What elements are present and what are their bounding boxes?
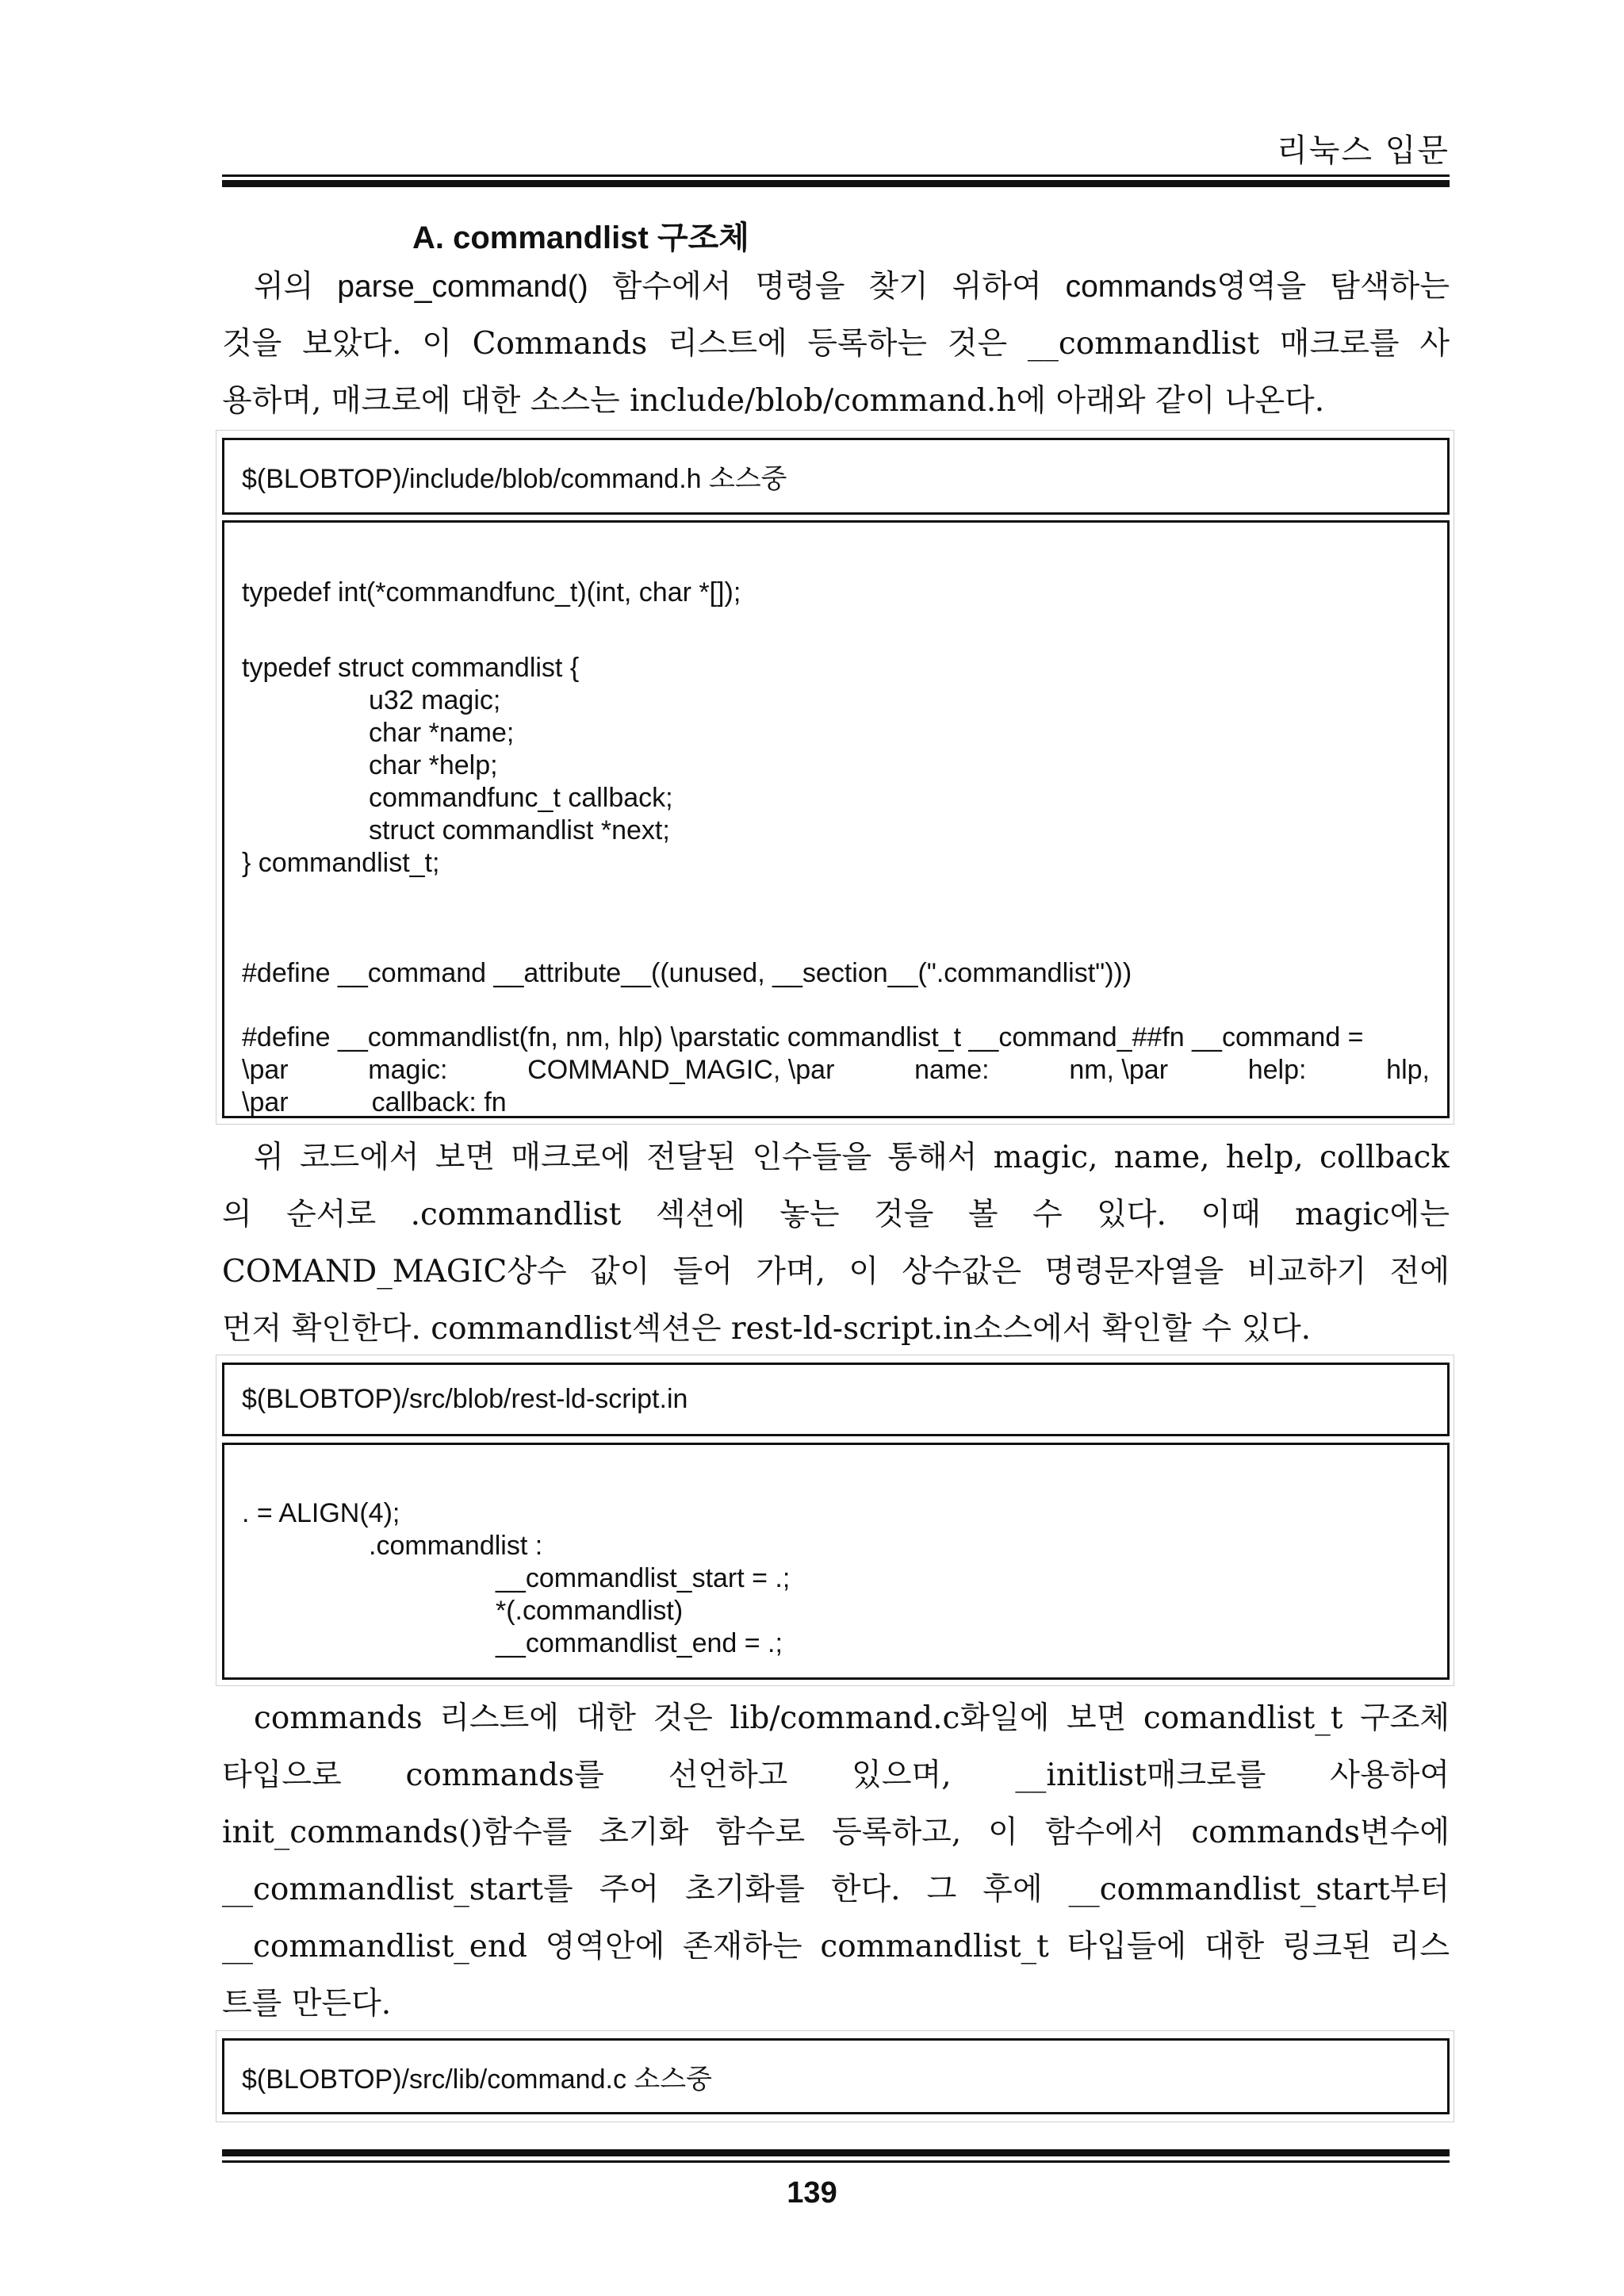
intro-line-2: 것을 보았다. 이 Commands 리스트에 등록하는 것은 __commandlist 매크로를 사 <box>222 326 1450 362</box>
code-line: #define __command __attribute__((unused, __section__(".commandlist"))) <box>242 958 1132 988</box>
listing-2-code <box>222 1443 1450 1680</box>
code-line: #define __commandlist(fn, nm, hlp) \parstatic commandlist_t __command_##fn __command = <box>242 1022 1364 1052</box>
code-line: .commandlist : <box>369 1531 543 1561</box>
middle-line-2: 의 순서로 .commandlist 섹션에 놓는 것을 볼 수 있다. 이때 magic에는 <box>222 1197 1450 1232</box>
code-line: u32 magic; <box>369 685 501 715</box>
closing-line-2: 타입으로 commands를 선언하고 있으며, __initlist매크로를 사용하여 <box>222 1757 1450 1793</box>
middle-line-3: COMAND_MAGIC상수 값이 들어 가며, 이 상수값은 명령문자열을 비교하기 전에 <box>222 1254 1450 1290</box>
footer-rule-thick <box>222 2149 1450 2156</box>
listing-1-code <box>222 520 1450 1118</box>
middle-line-4: 먼저 확인한다. commandlist섹션은 rest-ld-script.in소스에서 확인할 수 있다. <box>222 1311 1312 1347</box>
intro-paragraph <box>222 259 1450 430</box>
listing-1-title: $(BLOBTOP)/include/blob/command.h 소스중 <box>222 438 1450 515</box>
code-line: char *help; <box>369 750 498 780</box>
code-line: typedef struct commandlist { <box>242 653 580 683</box>
closing-line-4: __commandlist_start를 주어 초기화를 한다. 그 후에 __commandlist_start부터 <box>222 1872 1450 1907</box>
page-number: 139 <box>787 2176 837 2210</box>
running-header: 리눅스 입문 <box>1277 132 1450 169</box>
closing-line-3: init_commands()함수를 초기화 함수로 등록하고, 이 함수에서 commands변수에 <box>222 1815 1450 1850</box>
code-line: \par callback: fn <box>242 1087 507 1117</box>
middle-paragraph <box>222 1129 1450 1358</box>
code-line: struct commandlist *next; <box>369 815 670 845</box>
closing-line-6: 트를 만든다. <box>222 1986 392 2022</box>
code-line: typedef int(*commandfunc_t)(int, char *[]); <box>242 577 741 608</box>
code-line: } commandlist_t; <box>242 848 440 878</box>
code-line: *(.commandlist) <box>496 1596 684 1626</box>
closing-line-5: __commandlist_end 영역안에 존재하는 commandlist_t 타입들에 대한 링크된 리스 <box>222 1929 1450 1964</box>
code-line: commandfunc_t callback; <box>369 783 673 813</box>
code-line: . = ALIGN(4); <box>242 1498 400 1528</box>
listing-2-title: $(BLOBTOP)/src/blob/rest-ld-script.in <box>222 1363 1450 1436</box>
intro-line-3: 용하며, 매크로에 대한 소스는 include/blob/command.h에 아래와 같이 나온다. <box>222 383 1325 419</box>
code-line: __commandlist_start = .; <box>496 1563 791 1593</box>
header-rule-thin <box>222 174 1450 177</box>
footer-rule-thin <box>222 2160 1450 2163</box>
code-line: \par magic: COMMAND_MAGIC, \par name: nm, \par help: hlp, <box>242 1055 1430 1085</box>
intro-line-1: 위의 parse_command() 함수에서 명령을 찾기 위하여 commands영역을 탐색하는 <box>254 269 1450 305</box>
section-title: A. commandlist 구조체 <box>412 220 749 255</box>
code-line: char *name; <box>369 718 515 748</box>
middle-line-1: 위 코드에서 보면 매크로에 전달된 인수들을 통해서 magic, name, help, collback <box>254 1140 1450 1175</box>
closing-paragraph <box>222 1690 1450 2033</box>
closing-line-1: commands 리스트에 대한 것은 lib/command.c화일에 보면 comandlist_t 구조체 <box>254 1700 1450 1736</box>
code-line: __commandlist_end = .; <box>496 1628 783 1658</box>
header-rule-thick <box>222 180 1450 187</box>
listing-3-title: $(BLOBTOP)/src/lib/command.c 소스중 <box>222 2038 1450 2114</box>
